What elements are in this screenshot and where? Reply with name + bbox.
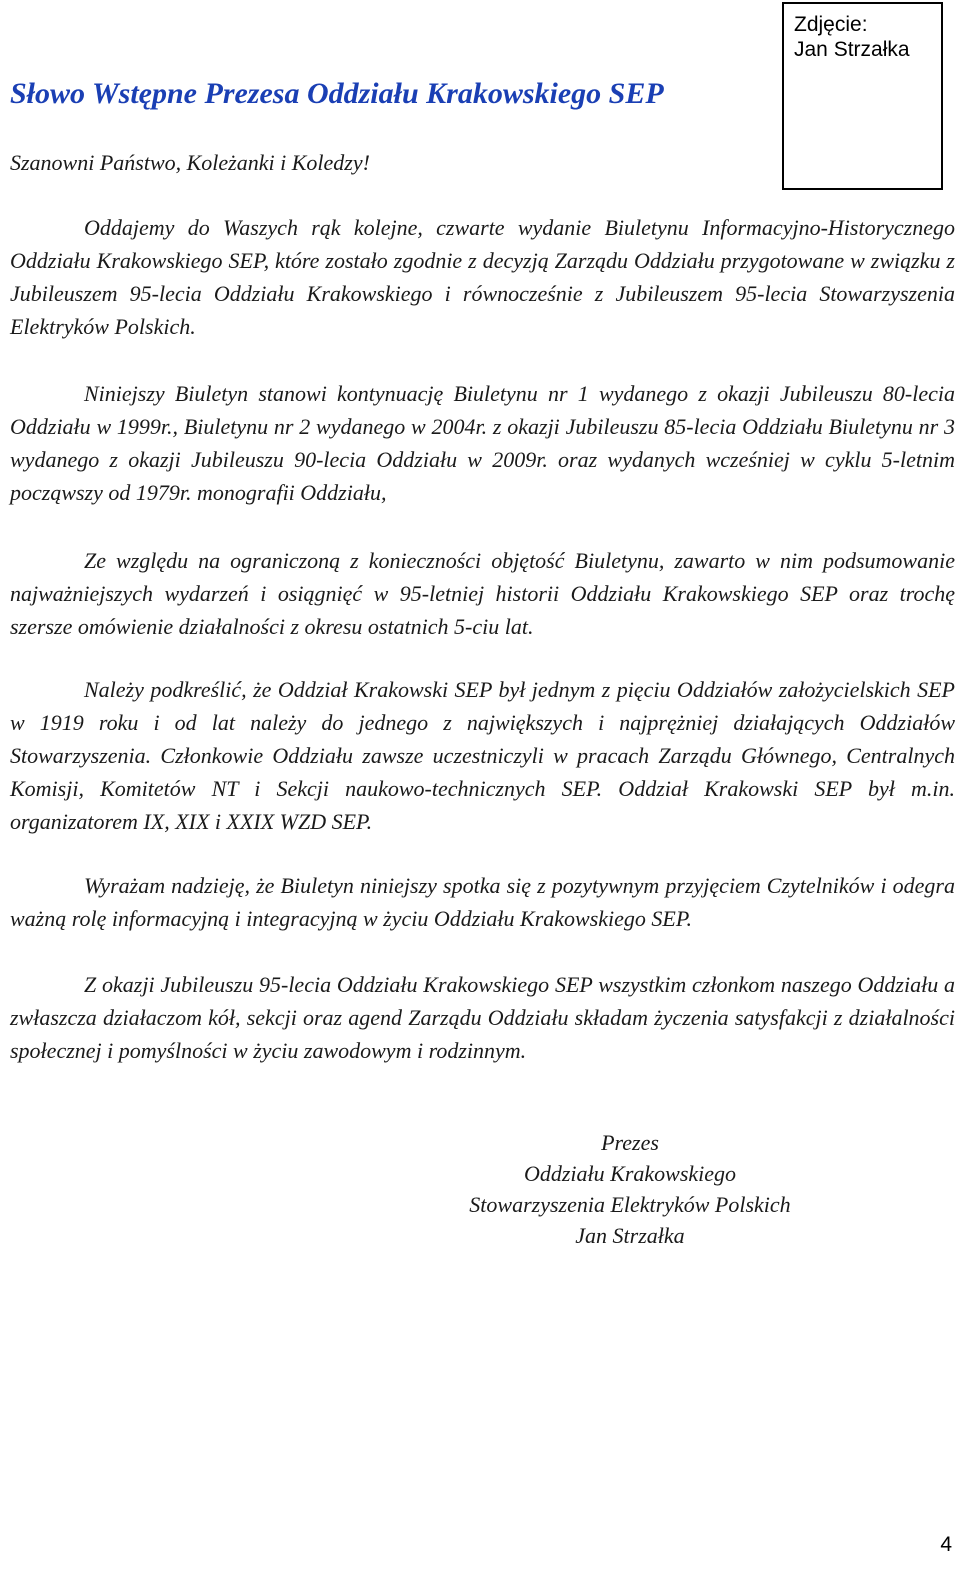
- signature-branch: Oddziału Krakowskiego: [523, 1161, 737, 1186]
- paragraph-intro: Oddajemy do Waszych rąk kolejne, czwarte wydanie Biuletynu Informacyjno-Historycznego Oddziału Krakowskiego SEP, które zostało zgodnie z decyzją Zarządu Oddziału przygotowane w związku z Jubileuszem 95-lecia Oddziału Krakowskiego i równocześnie z Jubileuszem 95-lecia Stowarzyszenia Elektryków Polskich.: [10, 215, 955, 339]
- paragraph-scope: Ze względu na ograniczoną z konieczności objętość Biuletynu, zawarto w nim podsumowanie najważniejszych wydarzeń i osiągnięć w 95-letniej historii Oddziału Krakowskiego SEP oraz trochę szersze omówienie działalności z okresu ostatnich 5-ciu lat.: [10, 548, 955, 639]
- signature-association: Stowarzyszenia Elektryków Polskich: [469, 1192, 791, 1217]
- paragraph-wishes: Z okazji Jubileuszu 95-lecia Oddziału Krakowskiego SEP wszystkim członkom naszego Oddziału a zwłaszcza działaczom kół, sekcji oraz agend Zarządu Oddziału składam życzenia satysfakcji z działalności społecznej i pomyślności w życiu zawodowym i rodzinnym.: [10, 972, 955, 1063]
- paragraph-hope: Wyrażam nadzieję, że Biuletyn niniejszy spotka się z pozytywnym przyjęciem Czytelników i odegra ważną rolę informacyjną i integracyjną w życiu Oddziału Krakowskiego SEP.: [10, 873, 955, 931]
- page-title: Słowo Wstępne Prezesa Oddziału Krakowskiego SEP: [10, 77, 664, 110]
- photo-caption-name: Jan Strzałka: [794, 38, 910, 61]
- signature-name: Jan Strzałka: [575, 1223, 685, 1248]
- page-number: 4: [940, 1533, 952, 1556]
- photo-caption-label: Zdjęcie:: [794, 13, 868, 36]
- signature-role: Prezes: [601, 1130, 659, 1155]
- paragraph-history: Należy podkreślić, że Oddział Krakowski SEP był jednym z pięciu Oddziałów założycielskich SEP w 1919 roku i od lat należy do jednego z największych i najprężniej działających Oddziałów Stowarzyszenia. Członkowie Oddziału zawsze uczestniczyli w pracach Zarządu Głównego, Centralnych Komisji, Komitetów NT i Sekcji naukowo-technicznych SEP. Oddział Krakowski SEP był m.in. organizatorem IX, XIX i XXIX WZD SEP.: [10, 677, 955, 834]
- paragraph-continuation: Niniejszy Biuletyn stanowi kontynuację Biuletynu nr 1 wydanego z okazji Jubileuszu 80-lecia Oddziału w 1999r., Biuletynu nr 2 wydanego w 2004r. z okazji Jubileuszu 85-lecia Oddziału Biuletynu nr 3 wydanego z okazji Jubileuszu 90-lecia Oddziału w 2009r. oraz wydanych wcześniej w cyklu 5-letnim począwszy od 1979r. monografii Oddziału,: [10, 381, 955, 505]
- greeting: Szanowni Państwo, Koleżanki i Koledzy!: [10, 150, 370, 175]
- signature-block: [380, 1127, 880, 1251]
